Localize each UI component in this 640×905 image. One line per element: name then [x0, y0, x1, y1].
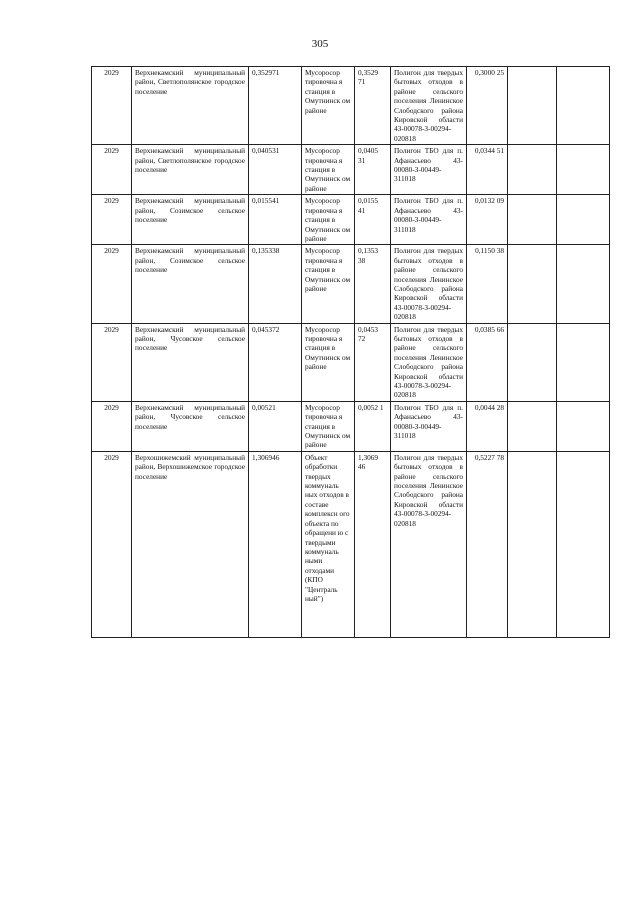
amount3-cell: 0,0344 51 — [467, 145, 508, 195]
amount-cell: 0,015541 — [249, 195, 302, 245]
year-cell: 2029 — [92, 195, 132, 245]
destination-cell: Полигон для твердых бытовых отходов в районе сельского поселения Ленинское Слободского района Кировской области 43-00078-З-00294-020818 — [391, 245, 467, 323]
facility-cell: Мусоросор тировочна я станция в Омутнинск ом районе — [302, 245, 355, 323]
amount2-cell: 0,3529 71 — [355, 67, 391, 145]
amount2-cell: 0,1353 38 — [355, 245, 391, 323]
table-row — [92, 245, 610, 323]
year-cell: 2029 — [92, 451, 132, 637]
table-row — [92, 195, 610, 245]
destination-cell: Полигон ТБО для п. Афанасьево 43-00080-З-00449-311018 — [391, 401, 467, 451]
facility-cell: Объект обработки твердых коммуналь ных отходов в составе комплексн ого объекта по обращени ю с твердыми коммуналь ными отходами (КПО "Централь ный") — [302, 451, 355, 637]
empty-cell — [508, 401, 557, 451]
empty-cell — [508, 245, 557, 323]
empty-cell — [557, 145, 610, 195]
territory-cell: Верхнекамский муниципальный район, Созимское сельское поселение — [132, 195, 249, 245]
table-row — [92, 67, 610, 145]
facility-cell: Мусоросор тировочна я станция в Омутнинск ом районе — [302, 401, 355, 451]
year-cell: 2029 — [92, 145, 132, 195]
year-cell: 2029 — [92, 67, 132, 145]
amount2-cell: 0,0052 1 — [355, 401, 391, 451]
territory-cell: Верхнекамский муниципальный район, Чусовское сельское поселение — [132, 401, 249, 451]
empty-cell — [508, 323, 557, 401]
amount2-cell: 0,0453 72 — [355, 323, 391, 401]
destination-cell: Полигон для твердых бытовых отходов в районе сельского поселения Ленинское Слободского района Кировской области 43-00078-З-00294-020818 — [391, 67, 467, 145]
amount3-cell: 0,3000 25 — [467, 67, 508, 145]
amount-cell: 0,045372 — [249, 323, 302, 401]
year-cell: 2029 — [92, 323, 132, 401]
empty-cell — [508, 145, 557, 195]
empty-cell — [508, 451, 557, 637]
destination-cell: Полигон для твердых бытовых отходов в районе сельского поселения Ленинское Слободского района Кировской области 43-00078-З-00294-020818 — [391, 323, 467, 401]
facility-cell: Мусоросор тировочна я станция в Омутнинск ом районе — [302, 323, 355, 401]
empty-cell — [508, 195, 557, 245]
table-row — [92, 401, 610, 451]
amount3-cell: 0,0132 09 — [467, 195, 508, 245]
table-row — [92, 145, 610, 195]
amount3-cell: 0,5227 78 — [467, 451, 508, 637]
amount2-cell: 0,0405 31 — [355, 145, 391, 195]
empty-cell — [557, 195, 610, 245]
amount2-cell: 0,0155 41 — [355, 195, 391, 245]
year-cell: 2029 — [92, 401, 132, 451]
table-row — [92, 451, 610, 637]
empty-cell — [557, 245, 610, 323]
amount2-cell: 1,3069 46 — [355, 451, 391, 637]
table-body — [92, 67, 610, 638]
table-row — [92, 323, 610, 401]
territory-cell: Верхнекамский муниципальный район, Светлополянское городское поселение — [132, 67, 249, 145]
amount3-cell: 0,0044 28 — [467, 401, 508, 451]
amount-cell: 0,00521 — [249, 401, 302, 451]
amount-cell: 0,352971 — [249, 67, 302, 145]
empty-cell — [557, 451, 610, 637]
facility-cell: Мусоросор тировочна я станция в Омутнинск ом районе — [302, 145, 355, 195]
destination-cell: Полигон для твердых бытовых отходов в районе сельского поселения Ленинское Слободского района Кировской области 43-00078-З-00294-020818 — [391, 451, 467, 637]
destination-cell: Полигон ТБО для п. Афанасьево 43-00080-З-00449-311018 — [391, 195, 467, 245]
empty-cell — [508, 67, 557, 145]
amount-cell: 0,135338 — [249, 245, 302, 323]
amount-cell: 1,306946 — [249, 451, 302, 637]
waste-flow-table — [91, 66, 610, 638]
page-number: 305 — [311, 38, 329, 50]
territory-cell: Верхошижемский муниципальный район, Верхошижемское городское поселение — [132, 451, 249, 637]
destination-cell: Полигон ТБО для п. Афанасьево 43-00080-З-00449-311018 — [391, 145, 467, 195]
facility-cell: Мусоросор тировочна я станция в Омутнинск ом районе — [302, 195, 355, 245]
territory-cell: Верхнекамский муниципальный район, Созимское сельское поселение — [132, 245, 249, 323]
facility-cell: Мусоросор тировочна я станция в Омутнинск ом районе — [302, 67, 355, 145]
year-cell: 2029 — [92, 245, 132, 323]
amount3-cell: 0,1150 38 — [467, 245, 508, 323]
empty-cell — [557, 67, 610, 145]
amount3-cell: 0,0385 66 — [467, 323, 508, 401]
empty-cell — [557, 323, 610, 401]
amount-cell: 0,040531 — [249, 145, 302, 195]
territory-cell: Верхнекамский муниципальный район, Светлополянское городское поселение — [132, 145, 249, 195]
territory-cell: Верхнекамский муниципальный район, Чусовское сельское поселение — [132, 323, 249, 401]
empty-cell — [557, 401, 610, 451]
